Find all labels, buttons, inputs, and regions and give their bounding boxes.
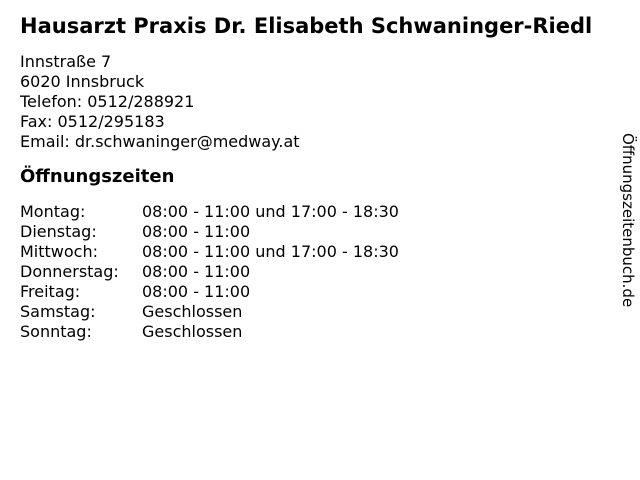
- email-line: Email: dr.schwaninger@medway.at: [20, 132, 300, 151]
- time-value: 08:00 - 11:00 und 17:00 - 18:30: [142, 202, 399, 221]
- time-value: 08:00 - 11:00: [142, 222, 251, 241]
- opening-hours-row-saturday: [20, 302, 600, 322]
- day-label: Dienstag:: [20, 222, 97, 241]
- time-value: Geschlossen: [142, 302, 243, 321]
- contact-block: [20, 52, 600, 152]
- opening-hours-row-sunday: [20, 322, 600, 342]
- opening-hours-row-monday: [20, 202, 600, 222]
- fax-line: Fax: 0512/295183: [20, 112, 165, 131]
- day-label: Donnerstag:: [20, 262, 119, 281]
- address-city-line: 6020 Innsbruck: [20, 72, 145, 91]
- day-label: Freitag:: [20, 282, 81, 301]
- day-label: Sonntag:: [20, 322, 92, 341]
- time-value: 08:00 - 11:00: [142, 262, 251, 281]
- opening-hours-row-friday: [20, 282, 600, 302]
- opening-hours-row-wednesday: [20, 242, 600, 262]
- opening-hours-heading: Öffnungszeiten: [20, 166, 175, 187]
- opening-hours-row-thursday: [20, 262, 600, 282]
- time-value: 08:00 - 11:00: [142, 282, 251, 301]
- time-value: 08:00 - 11:00 und 17:00 - 18:30: [142, 242, 399, 261]
- page-title: Hausarzt Praxis Dr. Elisabeth Schwaninger-Riedl: [20, 14, 593, 38]
- address-street-line: Innstraße 7: [20, 52, 112, 71]
- day-label: Samstag:: [20, 302, 96, 321]
- opening-hours-row-tuesday: [20, 222, 600, 242]
- phone-line: Telefon: 0512/288921: [20, 92, 195, 111]
- day-label: Mittwoch:: [20, 242, 98, 261]
- branding-vertical-text: Öffnungszeitenbuch.de: [619, 133, 637, 308]
- day-label: Montag:: [20, 202, 86, 221]
- time-value: Geschlossen: [142, 322, 243, 341]
- opening-hours-table: [20, 202, 600, 342]
